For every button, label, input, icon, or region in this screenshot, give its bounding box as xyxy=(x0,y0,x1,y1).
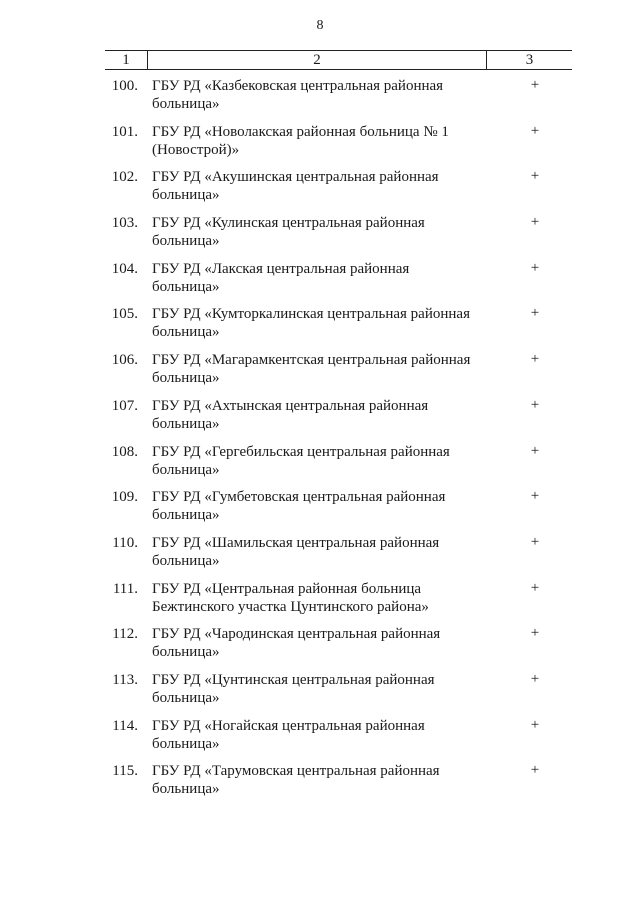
institution-name-line-2: больница» xyxy=(152,415,220,432)
institution-name-line-1: ГБУ РД «Центральная районная больница xyxy=(152,580,422,597)
institution-name-line-1: ГБУ РД «Казбековская центральная районная xyxy=(152,78,444,94)
row-number: 107. xyxy=(111,397,138,414)
institution-name xyxy=(152,214,492,250)
table-row xyxy=(0,305,640,351)
institution-name-line-1: ГБУ РД «Акушинская центральная районная xyxy=(152,169,439,186)
table-row xyxy=(0,717,640,763)
table-body xyxy=(0,77,640,808)
institution-name-line-2: больница» xyxy=(152,233,220,250)
row-number: 110. xyxy=(112,534,138,551)
table-row xyxy=(0,762,640,808)
institution-name-line-1: ГБУ РД «Магарамкентская центральная районная xyxy=(152,352,471,369)
plus-mark: + xyxy=(530,351,540,368)
institution-name-line-2: больница» xyxy=(152,96,220,112)
plus-mark: + xyxy=(530,122,540,139)
row-number: 112. xyxy=(112,626,138,643)
institution-name-line-2: больница» xyxy=(152,370,220,387)
plus-mark: + xyxy=(530,259,540,276)
table-row xyxy=(0,123,640,169)
institution-name-line-2: больница» xyxy=(152,781,220,798)
plus-mark: + xyxy=(530,716,540,733)
institution-name-line-2: больница» xyxy=(152,735,220,752)
institution-name xyxy=(152,305,492,341)
plus-mark: + xyxy=(530,488,540,505)
row-number: 102. xyxy=(111,169,138,186)
plus-mark: + xyxy=(530,168,540,185)
table-row xyxy=(0,580,640,626)
institution-name-line-1: ГБУ РД «Цунтинская центральная районная xyxy=(152,671,435,688)
institution-name-line-1: ГБУ РД «Тарумовская центральная районная xyxy=(152,763,440,780)
table-header xyxy=(105,50,572,70)
table-row xyxy=(0,534,640,580)
row-number: 109. xyxy=(111,489,138,506)
table-row xyxy=(0,351,640,397)
header-col-3: 3 xyxy=(525,52,534,68)
institution-name-line-1: ГБУ РД «Ногайская центральная районная xyxy=(152,717,425,734)
institution-name xyxy=(152,488,492,524)
institution-name-line-1: ГБУ РД «Шамильская центральная районная xyxy=(152,534,440,551)
institution-name xyxy=(152,625,492,661)
row-number: 101. xyxy=(111,123,138,140)
header-col-1: 1 xyxy=(105,51,148,69)
institution-name-line-2: больница» xyxy=(152,187,220,204)
institution-name-line-1: ГБУ РД «Кулинская центральная районная xyxy=(152,215,425,232)
row-number: 108. xyxy=(111,443,138,460)
plus-mark: + xyxy=(530,533,540,550)
institution-name-line-2: больница» xyxy=(152,461,220,478)
table-row xyxy=(0,168,640,214)
institution-name-line-2: больница» xyxy=(152,689,220,706)
institution-name xyxy=(152,443,492,479)
plus-mark: + xyxy=(530,442,540,459)
institution-name xyxy=(152,77,492,113)
plus-mark: + xyxy=(530,396,540,413)
table-row xyxy=(0,77,640,123)
institution-name-line-2: больница» xyxy=(152,552,220,569)
header-col-2: 2 xyxy=(148,51,487,69)
institution-name-line-2: больница» xyxy=(152,507,220,524)
table-row xyxy=(0,214,640,260)
institution-name xyxy=(152,168,492,204)
institution-name xyxy=(152,351,492,387)
institution-name xyxy=(152,671,492,707)
institution-name-line-1: ГБУ РД «Лакская центральная районная xyxy=(152,260,410,277)
table-row xyxy=(0,625,640,671)
plus-mark: + xyxy=(530,625,540,642)
plus-mark: + xyxy=(530,77,540,93)
institution-name xyxy=(152,580,492,616)
plus-mark: + xyxy=(530,305,540,322)
institution-name-line-1: ГБУ РД «Чародинская центральная районная xyxy=(152,626,441,643)
plus-mark: + xyxy=(530,762,540,779)
row-number: 114. xyxy=(112,717,138,734)
institution-name-line-2: больница» xyxy=(152,644,220,661)
institution-name xyxy=(152,717,492,753)
institution-name-line-1: ГБУ РД «Гергебильская центральная районная xyxy=(152,443,450,460)
table-row xyxy=(0,260,640,306)
row-number: 113. xyxy=(112,671,138,688)
institution-name xyxy=(152,762,492,798)
row-number: 104. xyxy=(111,260,138,277)
table-row xyxy=(0,397,640,443)
institution-name xyxy=(152,397,492,433)
institution-name-line-1: ГБУ РД «Гумбетовская центральная районная xyxy=(152,489,446,506)
institution-name-line-1: ГБУ РД «Ахтынская центральная районная xyxy=(152,397,429,414)
row-number: 115. xyxy=(112,763,138,780)
table-row xyxy=(0,443,640,489)
institution-name-line-2: Бежтинского участка Цунтинского района» xyxy=(152,598,429,615)
institution-name-line-2: (Новострой)» xyxy=(152,141,240,158)
row-number: 100. xyxy=(111,78,138,94)
institution-name-line-2: больница» xyxy=(152,278,220,295)
institution-name xyxy=(152,260,492,296)
institution-name xyxy=(152,534,492,570)
row-number: 103. xyxy=(111,215,138,232)
institution-name-line-1: ГБУ РД «Кумторкалинская центральная районная xyxy=(152,306,470,323)
page-number: 8 xyxy=(316,18,324,33)
plus-mark: + xyxy=(530,670,540,687)
row-number: 105. xyxy=(111,306,138,323)
table-row xyxy=(0,671,640,717)
plus-mark: + xyxy=(530,214,540,231)
row-number: 106. xyxy=(111,352,138,369)
institution-name xyxy=(152,123,492,159)
plus-mark: + xyxy=(530,579,540,596)
table-row xyxy=(0,488,640,534)
row-number: 111. xyxy=(112,580,138,597)
institution-name-line-1: ГБУ РД «Новолакская районная больница № 1 xyxy=(152,123,449,140)
institution-name-line-2: больница» xyxy=(152,324,220,341)
